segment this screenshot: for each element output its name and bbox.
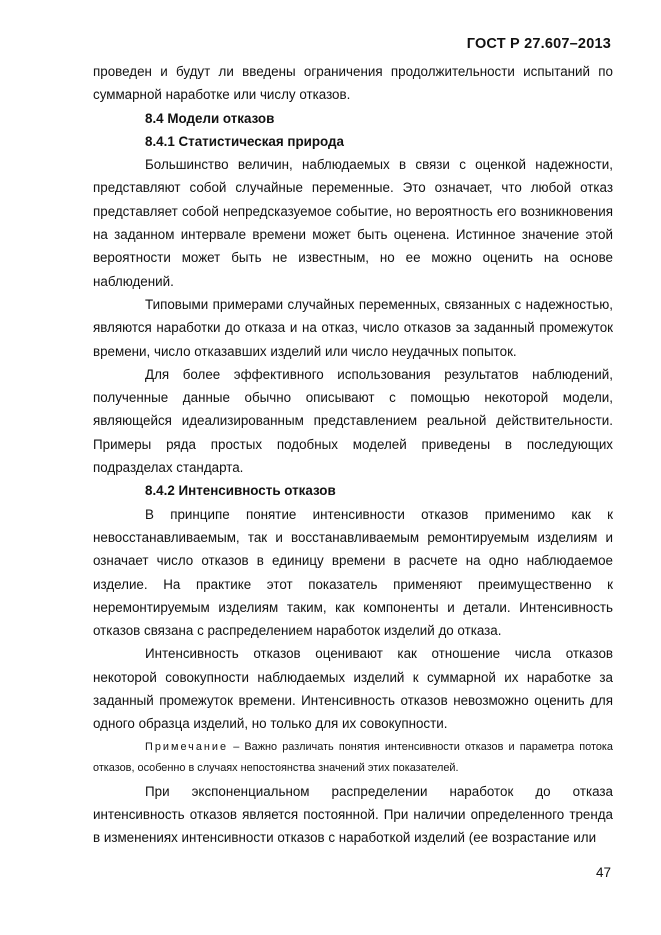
note-text: – Важно различать понятия интенсивности отказов и параметра потока отказов, особенно в случаях непостоянства значений этих показателей. <box>93 740 613 774</box>
paragraph-typical-examples: Типовыми примерами случайных переменных, связанных с надежностью, являются наработки до отказа и на отказ, число отказов за заданный промежуток времени, число отказавших изделий или число неудачных попыток. <box>93 296 613 359</box>
note <box>93 737 613 779</box>
standard-header: ГОСТ Р 27.607–2013 <box>466 36 611 52</box>
section-heading-8-4: 8.4 Модели отказов <box>145 110 275 126</box>
paragraph-failure-rate-concept: В принципе понятие интенсивности отказов применимо как к невосстанавливаемым, так и восстанавливаемым ремонтируемым изделиям и означает число отказов в единицу времени в расчете на одно наблюдаемое изделие. На практике этот показатель применяют преимущественно к неремонтируемым изделиям таким, как компоненты и детали. Интенсивность отказов связана с распределением наработок изделий до отказа. <box>93 506 613 639</box>
section-heading-8-4-1: 8.4.1 Статистическая природа <box>145 133 345 149</box>
note-label: Примечание <box>145 740 229 753</box>
paragraph-continuation: проведен и будут ли введены ограничения продолжительности испытаний по суммарной наработке или числу отказов. <box>93 64 613 103</box>
document-body <box>93 60 613 850</box>
section-heading-8-4-2: 8.4.2 Интенсивность отказов <box>145 483 336 499</box>
paragraph-statistical-nature: Большинство величин, наблюдаемых в связи с оценкой надежности, представляют собой случайные переменные. Это означает, что любой отказ представляет собой непредсказуемое событие, но вероятность его возникновения на заданном интервале времени может быть оценена. Истинное значение этой вероятности может быть не известным, но ее можно оценить на основе наблюдений. <box>93 157 613 289</box>
paragraph-failure-rate-estimation: Интенсивность отказов оценивают как отношение числа отказов некоторой совокупности наблюдаемых изделий к суммарной их наработке за заданный промежуток времени. Интенсивность отказов невозможно оценить для одного образца изделий, но только для их совокупности. <box>93 646 613 732</box>
paragraph-models: Для более эффективного использования результатов наблюдений, полученные данные обычно описывают с помощью некоторой модели, являющейся идеализированным представлением реальной действительности. Примеры ряда простых подобных моделей приведены в последующих подразделах стандарта. <box>93 366 613 476</box>
page-number: 47 <box>595 865 611 880</box>
paragraph-exponential-distribution: При экспоненциальном распределении наработок до отказа интенсивность отказов является постоянной. При наличии определенного тренда в изменениях интенсивности отказов с наработкой изделий (ее возрастание или <box>93 783 613 846</box>
